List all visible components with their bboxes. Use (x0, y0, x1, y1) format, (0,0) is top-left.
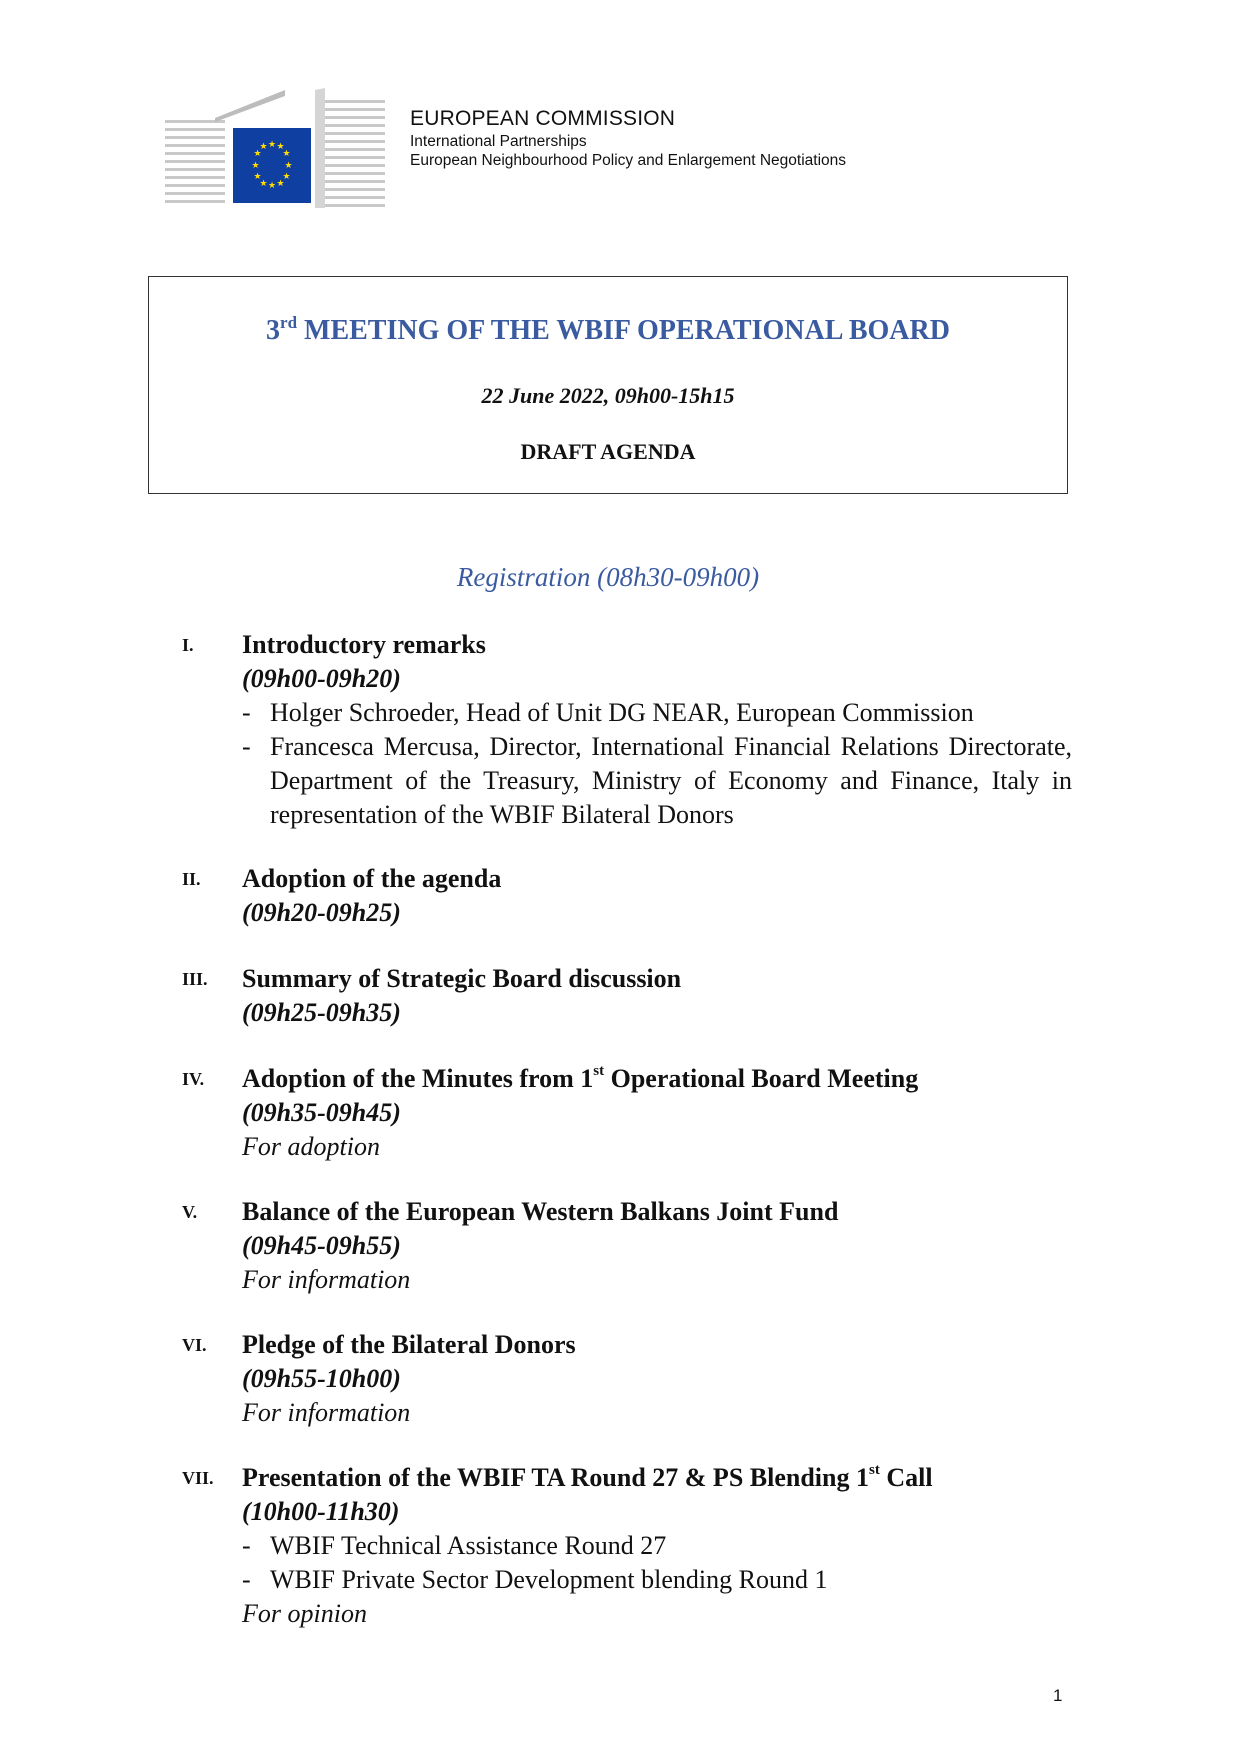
bullet: - WBIF Private Sector Development blending Round 1 (242, 1565, 828, 1594)
document-subtitle: DRAFT AGENDA (520, 439, 696, 464)
bullet: - Holger Schroeder, Head of Unit DG NEAR, European Commission (242, 698, 974, 727)
organization-name: EUROPEAN COMMISSION (410, 107, 676, 130)
svg-text:★: ★ (282, 149, 291, 159)
item-time: (10h00-11h30) (242, 1497, 400, 1526)
item-title: Presentation of the WBIF TA Round 27 & PS Blending 1st Call (242, 1462, 933, 1492)
svg-text:★: ★ (267, 140, 277, 150)
item-note: For adoption (242, 1132, 380, 1161)
item-number: VII. (182, 1468, 214, 1488)
bullet: - WBIF Technical Assistance Round 27 (242, 1531, 667, 1560)
item-number: IV. (182, 1069, 205, 1089)
item-number: V. (182, 1202, 198, 1222)
item-note: For opinion (242, 1599, 367, 1628)
page-number: 1 (1053, 1686, 1063, 1705)
meeting-date: 22 June 2022, 09h00-15h15 (481, 383, 735, 408)
item-time: (09h35-09h45) (242, 1098, 401, 1127)
item-time: (09h55-10h00) (242, 1364, 401, 1393)
item-title: Adoption of the Minutes from 1st Operational Board Meeting (242, 1063, 919, 1093)
item-bullets (242, 696, 1072, 832)
item-time: (09h00-09h20) (242, 664, 401, 693)
svg-text:★: ★ (253, 172, 262, 182)
registration-heading: Registration (08h30-09h00) (456, 562, 760, 592)
item-number: III. (182, 969, 208, 989)
item-title: Adoption of the agenda (242, 864, 502, 893)
svg-text:★: ★ (282, 172, 291, 182)
item-title: Pledge of the Bilateral Donors (242, 1330, 576, 1359)
item-note: For information (242, 1398, 411, 1427)
item-number: II. (182, 869, 201, 889)
svg-text:★: ★ (276, 179, 285, 189)
meeting-title: 3rd MEETING OF THE WBIF OPERATIONAL BOARD (266, 313, 950, 346)
item-number: VI. (182, 1335, 207, 1355)
svg-text:★: ★ (267, 181, 277, 191)
item-title: Introductory remarks (242, 630, 486, 659)
directorate-name: European Neighbourhood Policy and Enlargement Negotiations (410, 152, 847, 169)
svg-text:★: ★ (259, 179, 268, 189)
item-number: I. (182, 635, 194, 655)
item-title: Summary of Strategic Board discussion (242, 964, 682, 993)
item-time: (09h45-09h55) (242, 1231, 401, 1260)
title-box (148, 276, 1068, 494)
item-time: (09h20-09h25) (242, 898, 401, 927)
item-note: For information (242, 1265, 411, 1294)
issuer-block (410, 106, 846, 170)
bullet: - Francesca Mercusa, Director, International Financial Relations Directorate, Department of the Treasury, Ministry of Economy and Finance, Italy in representation of the WBIF Bilateral Donors (242, 732, 1072, 829)
svg-text:★: ★ (259, 142, 268, 152)
item-bullets (242, 1529, 1072, 1597)
item-time: (09h25-09h35) (242, 998, 401, 1027)
svg-text:★: ★ (276, 142, 285, 152)
svg-text:★: ★ (251, 161, 260, 171)
svg-text:★: ★ (284, 161, 293, 171)
item-title: Balance of the European Western Balkans Joint Fund (242, 1197, 839, 1226)
dg-name: International Partnerships (410, 133, 587, 150)
svg-text:★: ★ (253, 149, 262, 159)
european-commission-logo (165, 88, 395, 208)
